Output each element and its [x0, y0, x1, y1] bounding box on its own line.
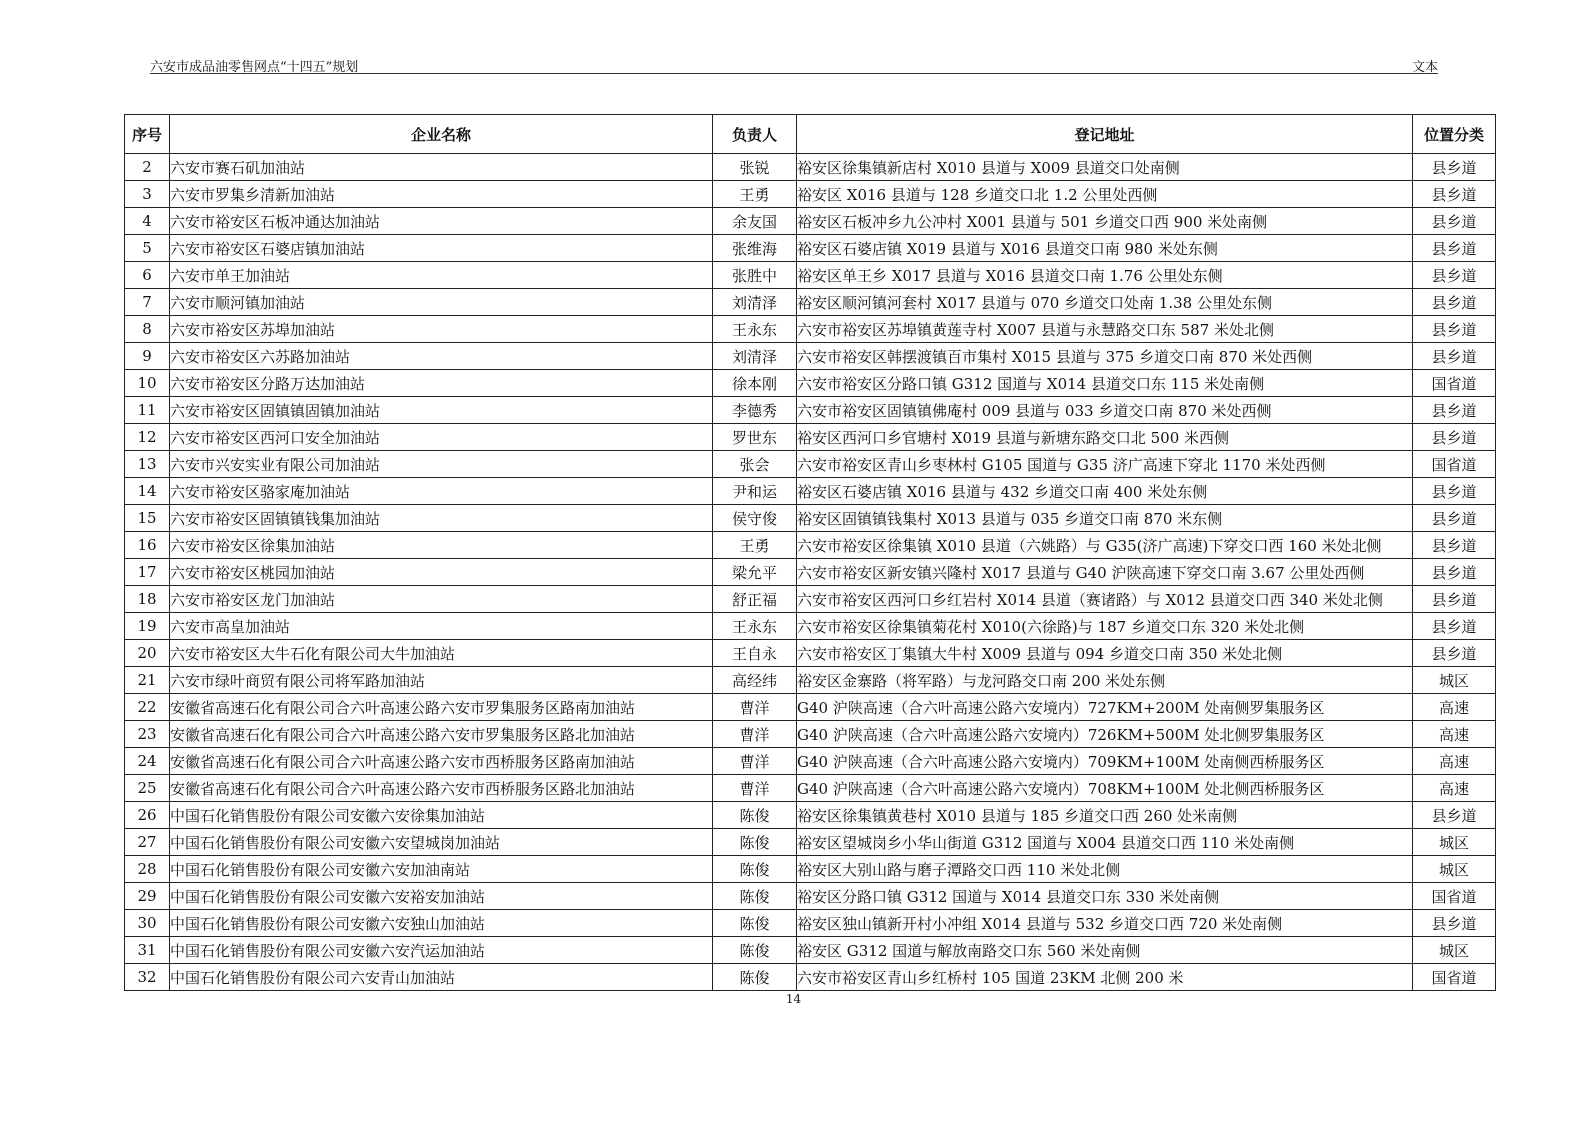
company-name: 六安市赛石矶加油站 [170, 154, 713, 181]
table-row [125, 370, 1496, 397]
table-row [125, 289, 1496, 316]
registered-address: 裕安区石婆店镇 X016 县道与 432 乡道交口南 400 米处东侧 [797, 478, 1413, 505]
row-number: 32 [125, 964, 170, 991]
location-category: 县乡道 [1413, 343, 1496, 370]
registered-address: 裕安区分路口镇 G312 国道与 X014 县道交口东 330 米处南侧 [797, 883, 1413, 910]
location-category: 高速 [1413, 694, 1496, 721]
company-name: 中国石化销售股份有限公司六安青山加油站 [170, 964, 713, 991]
registered-address: 六安市裕安区固镇镇佛庵村 009 县道与 033 乡道交口南 870 米处西侧 [797, 397, 1413, 424]
person-in-charge: 舒正福 [713, 586, 797, 613]
location-category: 城区 [1413, 856, 1496, 883]
person-in-charge: 曹洋 [713, 748, 797, 775]
row-number: 12 [125, 424, 170, 451]
person-in-charge: 王自永 [713, 640, 797, 667]
table-row [125, 964, 1496, 991]
registered-address: 裕安区望城岗乡小华山街道 G312 国道与 X004 县道交口西 110 米处南侧 [797, 829, 1413, 856]
company-name: 六安市裕安区固镇镇固镇加油站 [170, 397, 713, 424]
row-number: 11 [125, 397, 170, 424]
company-name: 安徽省高速石化有限公司合六叶高速公路六安市西桥服务区路北加油站 [170, 775, 713, 802]
company-name: 六安市裕安区骆家庵加油站 [170, 478, 713, 505]
registered-address: 六安市裕安区青山乡红桥村 105 国道 23KM 北侧 200 米 [797, 964, 1413, 991]
table-row [125, 505, 1496, 532]
location-category: 县乡道 [1413, 505, 1496, 532]
row-number: 26 [125, 802, 170, 829]
company-name: 六安市单王加油站 [170, 262, 713, 289]
person-in-charge: 王永东 [713, 613, 797, 640]
company-name: 六安市裕安区固镇镇钱集加油站 [170, 505, 713, 532]
location-category: 县乡道 [1413, 316, 1496, 343]
location-category: 县乡道 [1413, 478, 1496, 505]
registered-address: 裕安区徐集镇新店村 X010 县道与 X009 县道交口处南侧 [797, 154, 1413, 181]
table-row [125, 856, 1496, 883]
location-category: 县乡道 [1413, 262, 1496, 289]
row-number: 19 [125, 613, 170, 640]
person-in-charge: 曹洋 [713, 721, 797, 748]
registered-address: G40 沪陕高速（合六叶高速公路六安境内）726KM+500M 处北侧罗集服务区 [797, 721, 1413, 748]
person-in-charge: 侯守俊 [713, 505, 797, 532]
registered-address: 裕安区 X016 县道与 128 乡道交口北 1.2 公里处西侧 [797, 181, 1413, 208]
location-category: 国省道 [1413, 883, 1496, 910]
table-row [125, 154, 1496, 181]
registered-address: 裕安区单王乡 X017 县道与 X016 县道交口南 1.76 公里处东侧 [797, 262, 1413, 289]
table-row [125, 937, 1496, 964]
row-number: 10 [125, 370, 170, 397]
location-category: 城区 [1413, 667, 1496, 694]
location-category: 县乡道 [1413, 235, 1496, 262]
person-in-charge: 刘清泽 [713, 289, 797, 316]
registered-address: 裕安区徐集镇黄巷村 X010 县道与 185 乡道交口西 260 处米南侧 [797, 802, 1413, 829]
company-name: 六安市罗集乡清新加油站 [170, 181, 713, 208]
registered-address: 裕安区石板冲乡九公冲村 X001 县道与 501 乡道交口西 900 米处南侧 [797, 208, 1413, 235]
company-name: 安徽省高速石化有限公司合六叶高速公路六安市西桥服务区路南加油站 [170, 748, 713, 775]
table-row [125, 451, 1496, 478]
company-name: 中国石化销售股份有限公司安徽六安汽运加油站 [170, 937, 713, 964]
location-category: 国省道 [1413, 964, 1496, 991]
person-in-charge: 王永东 [713, 316, 797, 343]
table-row [125, 208, 1496, 235]
person-in-charge: 陈俊 [713, 910, 797, 937]
table-row [125, 532, 1496, 559]
registered-address: 裕安区金寨路（将军路）与龙河路交口南 200 米处东侧 [797, 667, 1413, 694]
location-category: 县乡道 [1413, 154, 1496, 181]
registered-address: 裕安区独山镇新开村小冲组 X014 县道与 532 乡道交口西 720 米处南侧 [797, 910, 1413, 937]
page-header [150, 56, 1438, 74]
company-name: 六安市兴安实业有限公司加油站 [170, 451, 713, 478]
person-in-charge: 梁允平 [713, 559, 797, 586]
table-row [125, 694, 1496, 721]
row-number: 18 [125, 586, 170, 613]
registered-address: 六安市裕安区青山乡枣林村 G105 国道与 G35 济广高速下穿北 1170 米处西侧 [797, 451, 1413, 478]
table-row [125, 559, 1496, 586]
row-number: 22 [125, 694, 170, 721]
table-row [125, 667, 1496, 694]
company-name: 六安市顺河镇加油站 [170, 289, 713, 316]
section-label: 文本 [1411, 60, 1438, 75]
company-name: 六安市裕安区徐集加油站 [170, 532, 713, 559]
table-body [125, 154, 1496, 991]
table-row [125, 181, 1496, 208]
location-category: 高速 [1413, 748, 1496, 775]
location-category: 县乡道 [1413, 208, 1496, 235]
registered-address: 六安市裕安区分路口镇 G312 国道与 X014 县道交口东 115 米处南侧 [797, 370, 1413, 397]
company-name: 中国石化销售股份有限公司安徽六安望城岗加油站 [170, 829, 713, 856]
row-number: 24 [125, 748, 170, 775]
person-in-charge: 陈俊 [713, 856, 797, 883]
row-number: 3 [125, 181, 170, 208]
company-name: 中国石化销售股份有限公司安徽六安裕安加油站 [170, 883, 713, 910]
location-category: 城区 [1413, 829, 1496, 856]
header-divider [150, 73, 1438, 74]
company-name: 中国石化销售股份有限公司安徽六安独山加油站 [170, 910, 713, 937]
registered-address: G40 沪陕高速（合六叶高速公路六安境内）708KM+100M 处北侧西桥服务区 [797, 775, 1413, 802]
location-category: 高速 [1413, 775, 1496, 802]
registered-address: 裕安区石婆店镇 X019 县道与 X016 县道交口南 980 米处东侧 [797, 235, 1413, 262]
row-number: 16 [125, 532, 170, 559]
registered-address: 裕安区固镇镇钱集村 X013 县道与 035 乡道交口南 870 米东侧 [797, 505, 1413, 532]
location-category: 国省道 [1413, 451, 1496, 478]
table-row [125, 910, 1496, 937]
company-name: 六安市裕安区桃园加油站 [170, 559, 713, 586]
row-number: 17 [125, 559, 170, 586]
person-in-charge: 张锐 [713, 154, 797, 181]
page-number: 14 [785, 992, 802, 1006]
company-name: 六安市裕安区石婆店镇加油站 [170, 235, 713, 262]
table-row [125, 343, 1496, 370]
registered-address: 六安市裕安区西河口乡红岩村 X014 县道（赛诸路）与 X012 县道交口西 340 米处北侧 [797, 586, 1413, 613]
row-number: 23 [125, 721, 170, 748]
row-number: 15 [125, 505, 170, 532]
company-name: 中国石化销售股份有限公司安徽六安徐集加油站 [170, 802, 713, 829]
table-row [125, 829, 1496, 856]
company-name: 安徽省高速石化有限公司合六叶高速公路六安市罗集服务区路南加油站 [170, 694, 713, 721]
location-category: 县乡道 [1413, 559, 1496, 586]
person-in-charge: 陈俊 [713, 802, 797, 829]
person-in-charge: 王勇 [713, 532, 797, 559]
registered-address: 六安市裕安区新安镇兴隆村 X017 县道与 G40 沪陕高速下穿交口南 3.67 公里处西侧 [797, 559, 1413, 586]
table-row [125, 316, 1496, 343]
row-number: 14 [125, 478, 170, 505]
row-number: 13 [125, 451, 170, 478]
location-category: 高速 [1413, 721, 1496, 748]
table-row [125, 775, 1496, 802]
table-row [125, 613, 1496, 640]
table-row [125, 748, 1496, 775]
column-header-company: 企业名称 [170, 115, 713, 154]
row-number: 30 [125, 910, 170, 937]
location-category: 县乡道 [1413, 424, 1496, 451]
person-in-charge: 张维海 [713, 235, 797, 262]
location-category: 县乡道 [1413, 613, 1496, 640]
row-number: 25 [125, 775, 170, 802]
registered-address: 裕安区顺河镇河套村 X017 县道与 070 乡道交口处南 1.38 公里处东侧 [797, 289, 1413, 316]
location-category: 国省道 [1413, 370, 1496, 397]
company-name: 六安市裕安区西河口安全加油站 [170, 424, 713, 451]
table-row [125, 235, 1496, 262]
company-name: 六安市裕安区苏埠加油站 [170, 316, 713, 343]
company-name: 六安市裕安区石板冲通达加油站 [170, 208, 713, 235]
person-in-charge: 陈俊 [713, 829, 797, 856]
registered-address: 六安市裕安区徐集镇 X010 县道（六姚路）与 G35(济广高速)下穿交口西 160 米处北侧 [797, 532, 1413, 559]
row-number: 4 [125, 208, 170, 235]
table-row [125, 883, 1496, 910]
table-row [125, 802, 1496, 829]
table-row [125, 262, 1496, 289]
location-category: 县乡道 [1413, 289, 1496, 316]
table-header-row [125, 115, 1496, 154]
person-in-charge: 王勇 [713, 181, 797, 208]
table-row [125, 478, 1496, 505]
person-in-charge: 曹洋 [713, 775, 797, 802]
row-number: 20 [125, 640, 170, 667]
person-in-charge: 余友国 [713, 208, 797, 235]
row-number: 6 [125, 262, 170, 289]
row-number: 5 [125, 235, 170, 262]
column-header-category: 位置分类 [1413, 115, 1496, 154]
company-name: 六安市绿叶商贸有限公司将军路加油站 [170, 667, 713, 694]
person-in-charge: 徐本刚 [713, 370, 797, 397]
table-row [125, 721, 1496, 748]
column-header-person: 负责人 [713, 115, 797, 154]
person-in-charge: 陈俊 [713, 883, 797, 910]
company-name: 中国石化销售股份有限公司安徽六安加油南站 [170, 856, 713, 883]
location-category: 县乡道 [1413, 532, 1496, 559]
location-category: 县乡道 [1413, 910, 1496, 937]
registered-address: 裕安区西河口乡官塘村 X019 县道与新塘东路交口北 500 米西侧 [797, 424, 1413, 451]
registered-address: G40 沪陕高速（合六叶高速公路六安境内）727KM+200M 处南侧罗集服务区 [797, 694, 1413, 721]
location-category: 县乡道 [1413, 181, 1496, 208]
row-number: 21 [125, 667, 170, 694]
column-header-no: 序号 [125, 115, 170, 154]
location-category: 县乡道 [1413, 586, 1496, 613]
person-in-charge: 张会 [713, 451, 797, 478]
row-number: 8 [125, 316, 170, 343]
person-in-charge: 陈俊 [713, 964, 797, 991]
registered-address: 六安市裕安区苏埠镇黄莲寺村 X007 县道与永慧路交口东 587 米处北侧 [797, 316, 1413, 343]
person-in-charge: 张胜中 [713, 262, 797, 289]
gas-station-table [124, 114, 1496, 991]
row-number: 28 [125, 856, 170, 883]
table-row [125, 424, 1496, 451]
registered-address: 六安市裕安区丁集镇大牛村 X009 县道与 094 乡道交口南 350 米处北侧 [797, 640, 1413, 667]
company-name: 六安市裕安区分路万达加油站 [170, 370, 713, 397]
registered-address: 裕安区大别山路与磨子潭路交口西 110 米处北侧 [797, 856, 1413, 883]
location-category: 县乡道 [1413, 397, 1496, 424]
person-in-charge: 李德秀 [713, 397, 797, 424]
row-number: 31 [125, 937, 170, 964]
row-number: 7 [125, 289, 170, 316]
table-row [125, 586, 1496, 613]
person-in-charge: 高经纬 [713, 667, 797, 694]
location-category: 城区 [1413, 937, 1496, 964]
registered-address: 裕安区 G312 国道与解放南路交口东 560 米处南侧 [797, 937, 1413, 964]
company-name: 六安市高皇加油站 [170, 613, 713, 640]
registered-address: G40 沪陕高速（合六叶高速公路六安境内）709KM+100M 处南侧西桥服务区 [797, 748, 1413, 775]
person-in-charge: 尹和运 [713, 478, 797, 505]
company-name: 安徽省高速石化有限公司合六叶高速公路六安市罗集服务区路北加油站 [170, 721, 713, 748]
table-row [125, 397, 1496, 424]
row-number: 29 [125, 883, 170, 910]
company-name: 六安市裕安区六苏路加油站 [170, 343, 713, 370]
person-in-charge: 曹洋 [713, 694, 797, 721]
column-header-address: 登记地址 [797, 115, 1413, 154]
person-in-charge: 陈俊 [713, 937, 797, 964]
location-category: 县乡道 [1413, 640, 1496, 667]
table-row [125, 640, 1496, 667]
document-title: 六安市成品油零售网点“十四五”规划 [150, 60, 359, 75]
company-name: 六安市裕安区大牛石化有限公司大牛加油站 [170, 640, 713, 667]
person-in-charge: 罗世东 [713, 424, 797, 451]
person-in-charge: 刘清泽 [713, 343, 797, 370]
row-number: 9 [125, 343, 170, 370]
registered-address: 六安市裕安区徐集镇菊花村 X010(六徐路)与 187 乡道交口东 320 米处北侧 [797, 613, 1413, 640]
location-category: 县乡道 [1413, 802, 1496, 829]
registered-address: 六安市裕安区韩摆渡镇百市集村 X015 县道与 375 乡道交口南 870 米处西侧 [797, 343, 1413, 370]
row-number: 2 [125, 154, 170, 181]
company-name: 六安市裕安区龙门加油站 [170, 586, 713, 613]
row-number: 27 [125, 829, 170, 856]
